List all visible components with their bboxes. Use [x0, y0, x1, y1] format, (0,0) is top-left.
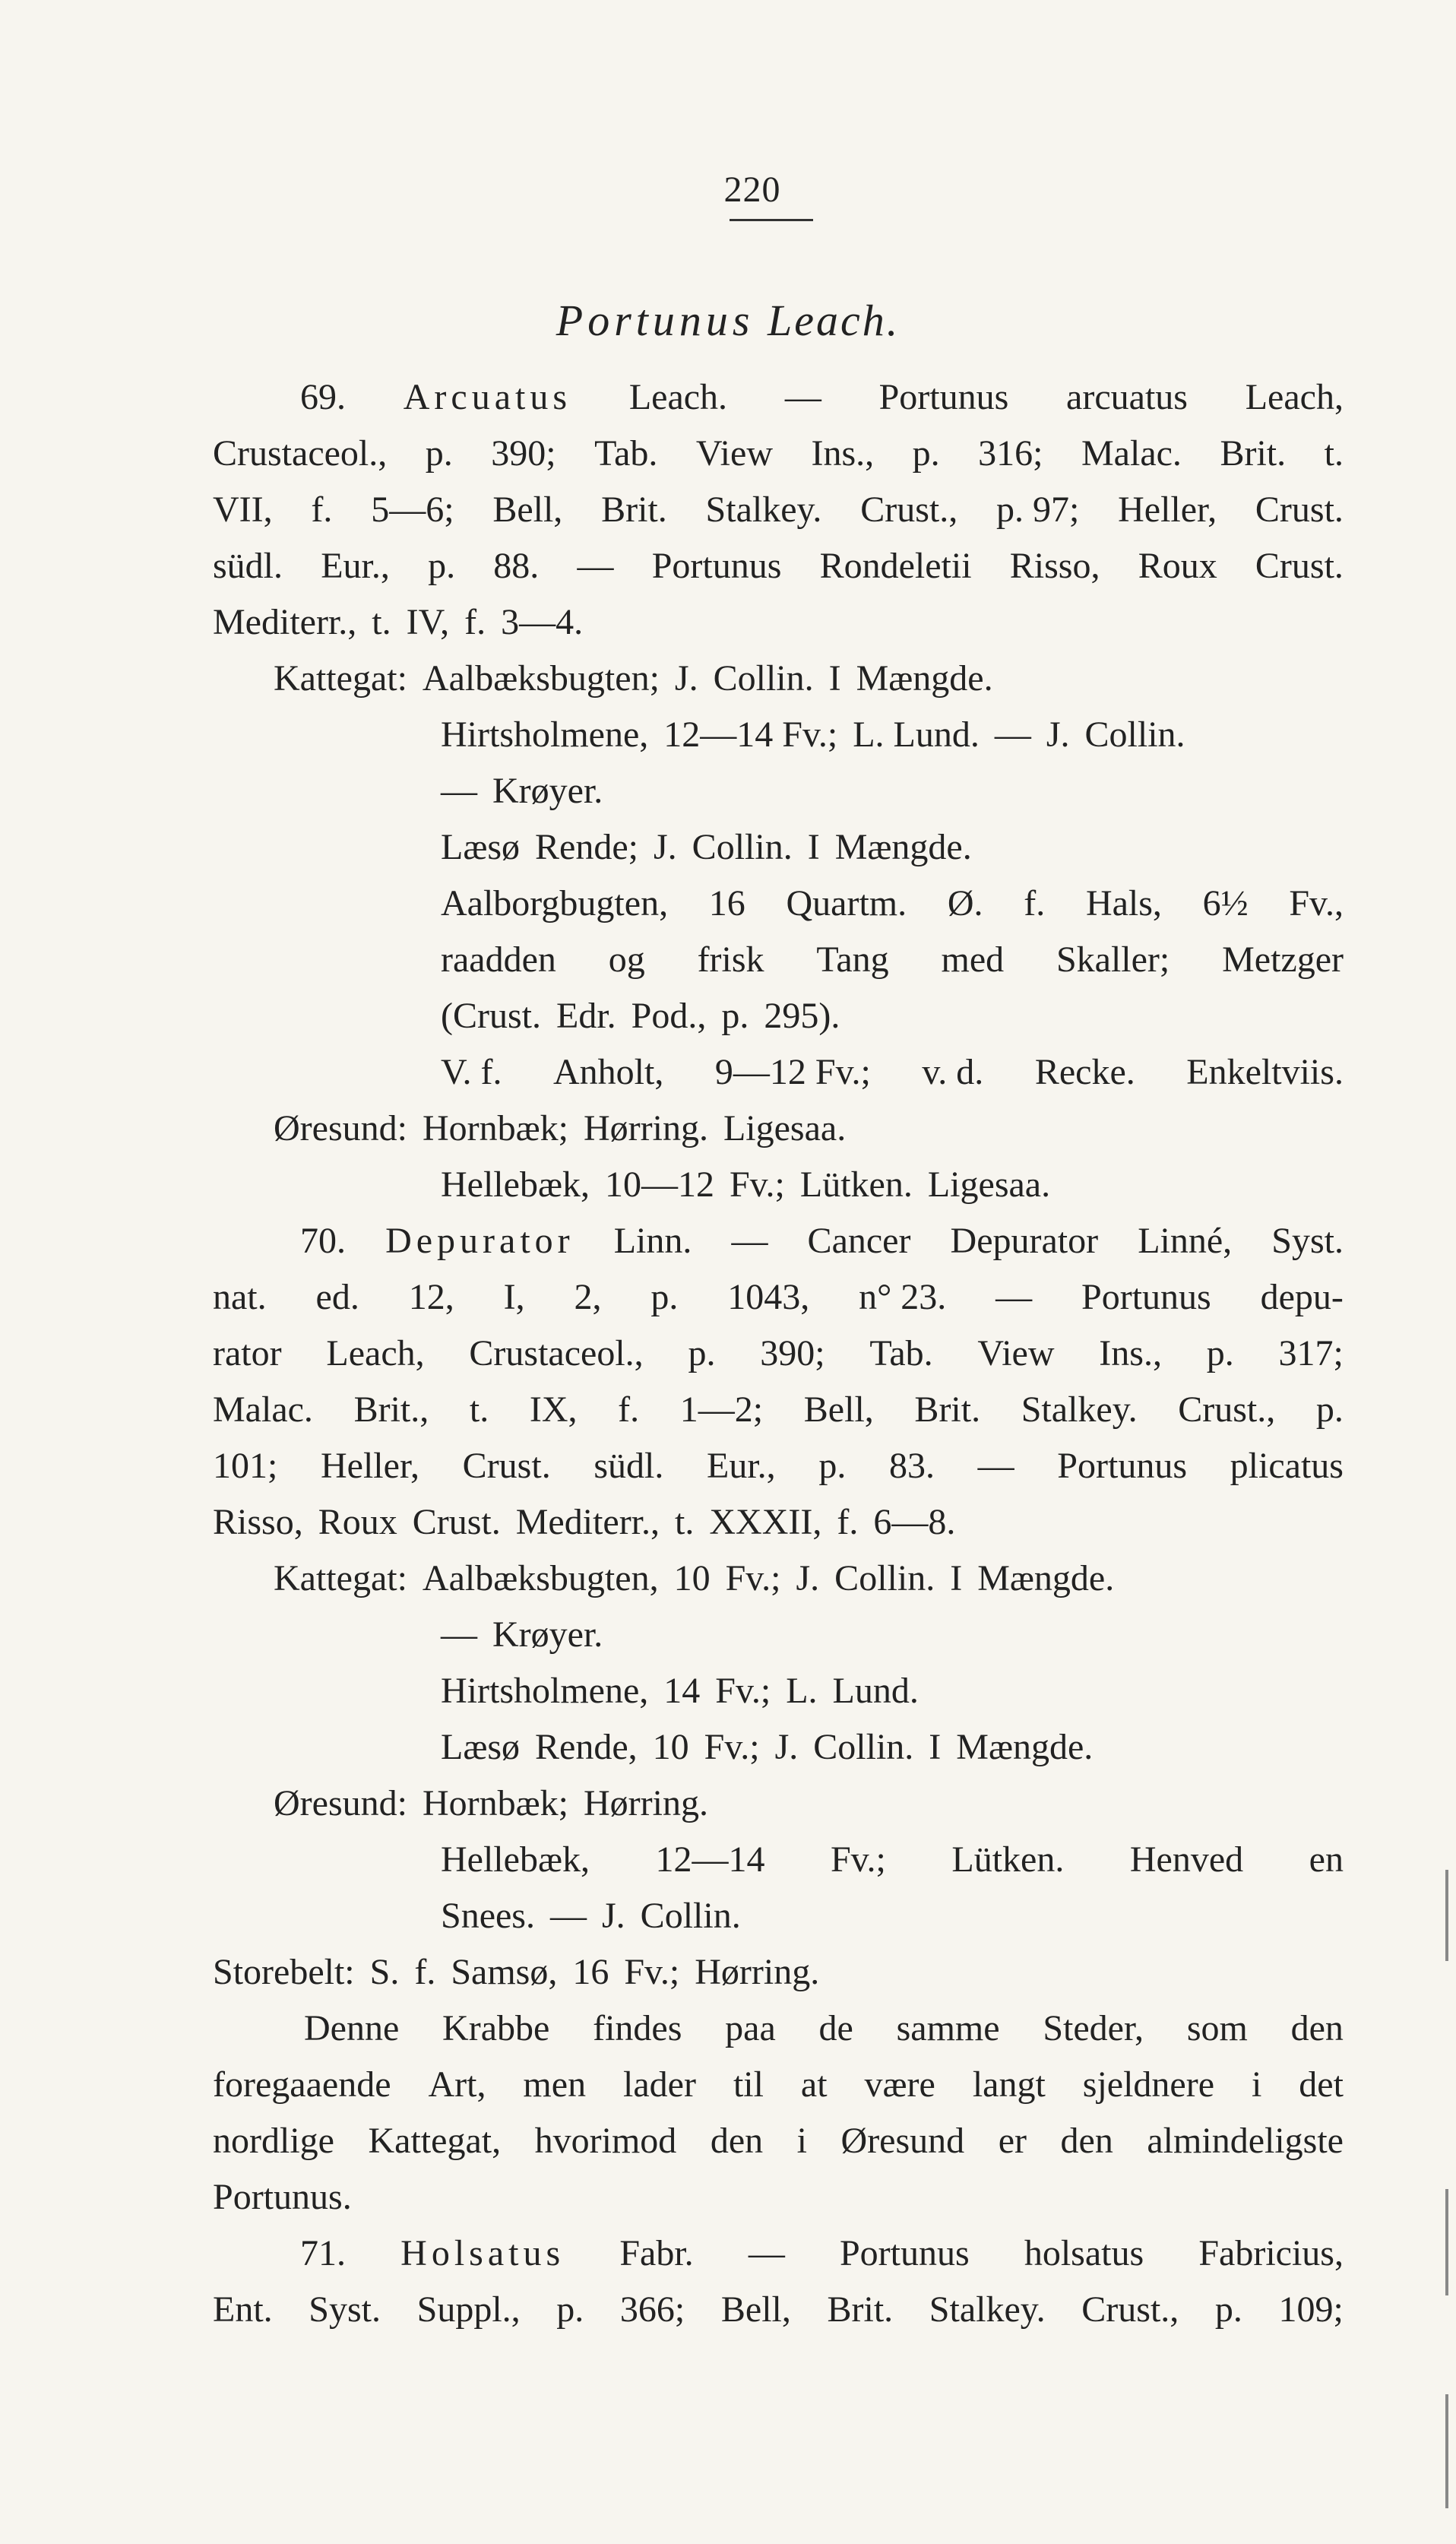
- word: til: [733, 2064, 764, 2105]
- page-edge-mark: [1445, 2189, 1448, 2295]
- word: 317;: [1278, 1333, 1344, 1373]
- word: Mængde.: [834, 827, 972, 867]
- text-line: [213, 1269, 1344, 1326]
- word: Collin.: [813, 1727, 914, 1767]
- word: arcuatus: [1066, 377, 1188, 417]
- word: Eur.,: [321, 546, 390, 586]
- word: Roux: [318, 1502, 397, 1542]
- word: IX,: [529, 1389, 578, 1430]
- word: Portunus: [1057, 1446, 1187, 1486]
- word: Ent.: [213, 2289, 273, 2330]
- word: Malac.: [213, 1389, 313, 1430]
- word: en: [1309, 1839, 1344, 1880]
- section-title-author: Leach.: [767, 296, 901, 345]
- word: Skaller;: [1056, 939, 1170, 980]
- word: J.: [774, 1727, 799, 1767]
- word: Mængde.: [977, 1558, 1115, 1598]
- word: I: [929, 1727, 942, 1767]
- word: Fv.;: [704, 1727, 760, 1767]
- text-line: [213, 1494, 1344, 1551]
- word: 295).: [764, 996, 840, 1036]
- word: Aalbæksbugten,: [422, 1558, 659, 1598]
- word: p.: [912, 433, 940, 474]
- word: Aalbæksbugten;: [422, 658, 660, 699]
- word: —: [748, 2233, 785, 2273]
- word: 10—12: [604, 1164, 714, 1205]
- text-line: [213, 1438, 1344, 1494]
- word: Leach,: [326, 1333, 425, 1373]
- word: Edr.: [556, 996, 616, 1036]
- word: Bell,: [492, 489, 563, 530]
- word: Brit.: [601, 489, 667, 530]
- word: 390;: [760, 1333, 825, 1373]
- text-line: [213, 1607, 1344, 1663]
- text-line: [213, 426, 1344, 482]
- word: p.: [1206, 1333, 1234, 1373]
- word: 14: [663, 1671, 701, 1711]
- text-line: [213, 1719, 1344, 1776]
- word: Øresund:: [274, 1108, 407, 1148]
- word: Krøyer.: [492, 1614, 603, 1655]
- word: Heller,: [1118, 489, 1217, 530]
- species-name: Arcuatus: [403, 377, 572, 417]
- word: L.: [786, 1671, 818, 1711]
- word: Hornbæk;: [422, 1783, 568, 1823]
- word: findes: [593, 2008, 682, 2048]
- word: Syst.: [1271, 1221, 1344, 1261]
- word: 83.: [888, 1446, 935, 1486]
- word: 6—8.: [873, 1502, 956, 1542]
- text-line: [213, 2169, 1344, 2226]
- word: Lund.: [832, 1671, 919, 1711]
- text-line: [213, 988, 1344, 1044]
- word: Brit.: [914, 1389, 981, 1430]
- page-number: 220: [723, 169, 781, 210]
- text-line: [213, 1382, 1344, 1438]
- word: Denne: [304, 2008, 400, 2048]
- word: Brit.: [827, 2289, 894, 2330]
- word: (Crust.: [441, 996, 541, 1036]
- word: südl.: [213, 546, 283, 586]
- text-line: [213, 2057, 1344, 2113]
- word: n° 23.: [859, 1277, 947, 1317]
- text-line: [213, 594, 1344, 651]
- word: Crust.: [412, 1502, 501, 1542]
- word: f.: [311, 489, 333, 530]
- word: 1—2;: [679, 1389, 764, 1430]
- word: holsatus: [1024, 2233, 1144, 2273]
- word: Portunus: [651, 546, 782, 586]
- word: Fv.;: [624, 1952, 680, 1992]
- word: Collin.: [692, 827, 793, 867]
- word: J.: [796, 1558, 820, 1598]
- word: Hellebæk,: [441, 1839, 590, 1880]
- word: Depurator: [950, 1221, 1099, 1261]
- word: I,: [503, 1277, 525, 1317]
- word: Leach.: [628, 377, 728, 417]
- word: I: [807, 827, 820, 867]
- text-line: [213, 538, 1344, 594]
- word: 10: [673, 1558, 711, 1598]
- word: Hørring.: [583, 1108, 708, 1148]
- word: VII,: [213, 489, 273, 530]
- word: Ins.,: [1099, 1333, 1162, 1373]
- word: f.: [414, 1952, 436, 1992]
- word: Portunus: [878, 377, 1009, 417]
- word: Rondeletii: [819, 546, 972, 586]
- word: plicatus: [1230, 1446, 1344, 1486]
- body-text: [213, 369, 1344, 2338]
- word: Læsø: [441, 1727, 521, 1767]
- text-line: [213, 763, 1344, 819]
- word: 2,: [574, 1277, 602, 1317]
- word: S.: [369, 1952, 400, 1992]
- word: J.: [674, 658, 698, 699]
- word: Malac.: [1081, 433, 1182, 474]
- word: Risso,: [1009, 546, 1100, 586]
- word: 101;: [213, 1446, 278, 1486]
- word: Portunus.: [213, 2177, 352, 2217]
- word: Hellebæk,: [441, 1164, 590, 1205]
- section-title: [0, 295, 1456, 346]
- word: Kattegat:: [274, 658, 407, 699]
- word: J.: [1046, 714, 1070, 755]
- word: Metzger: [1222, 939, 1344, 980]
- word: südl.: [593, 1446, 664, 1486]
- word: t.: [469, 1389, 489, 1430]
- word: —: [577, 546, 614, 586]
- word: Collin.: [1084, 714, 1185, 755]
- word: hvorimod: [534, 2121, 677, 2161]
- word: rator: [213, 1333, 282, 1373]
- word: Linn.: [613, 1221, 692, 1261]
- word: Mængde.: [856, 658, 993, 699]
- text-line: [213, 1551, 1344, 1607]
- word: Rende;: [535, 827, 638, 867]
- word: nordlige: [213, 2121, 334, 2161]
- word: V. f.: [441, 1052, 502, 1092]
- word: og: [608, 939, 645, 980]
- word: Tab.: [869, 1333, 933, 1373]
- text-line: [213, 1888, 1344, 1944]
- text-line: [213, 819, 1344, 876]
- text-line: [213, 1326, 1344, 1382]
- text-line: [213, 2226, 1344, 2282]
- word: depu-: [1260, 1277, 1344, 1317]
- text-line: [213, 932, 1344, 988]
- word: 1043,: [727, 1277, 810, 1317]
- word: i: [796, 2121, 807, 2161]
- text-line: [213, 1663, 1344, 1719]
- word: Hirtsholmene,: [441, 1671, 649, 1711]
- word: den: [1060, 2121, 1113, 2161]
- word: —: [441, 1614, 477, 1655]
- word: Anholt,: [553, 1052, 664, 1092]
- word: Recke.: [1034, 1052, 1135, 1092]
- word: Cancer: [807, 1221, 911, 1261]
- word: t.: [372, 602, 391, 642]
- word: Crustaceol.,: [469, 1333, 644, 1373]
- word: at: [800, 2064, 828, 2105]
- word: Stalkey.: [1021, 1389, 1138, 1430]
- word: Fabricius,: [1198, 2233, 1344, 2273]
- word: Aalborgbugten,: [441, 883, 669, 924]
- word: 88.: [493, 546, 540, 586]
- text-line: [213, 1776, 1344, 1832]
- word: langt: [972, 2064, 1046, 2105]
- word: L. Lund.: [853, 714, 980, 755]
- text-line: [213, 651, 1344, 707]
- text-line: [213, 1832, 1344, 1888]
- species-name: Depurator: [385, 1221, 574, 1261]
- word: p.: [556, 2289, 584, 2330]
- word: Bell,: [720, 2289, 791, 2330]
- word: Linné,: [1138, 1221, 1233, 1261]
- word: Krabbe: [442, 2008, 550, 2048]
- word: Collin.: [834, 1558, 935, 1598]
- word: 3—4.: [501, 602, 584, 642]
- word: —: [549, 1896, 587, 1936]
- word: Suppl.,: [416, 2289, 521, 2330]
- word: som: [1186, 2008, 1248, 2048]
- word: Ø.: [947, 883, 983, 924]
- word: 6½: [1202, 883, 1249, 924]
- word: 366;: [619, 2289, 685, 2330]
- word: Portunus: [839, 2233, 970, 2273]
- word: Henved: [1129, 1839, 1244, 1880]
- word: sjeldnere: [1082, 2064, 1215, 2105]
- word: samme: [896, 2008, 1000, 2048]
- word: Mediterr.,: [515, 1502, 660, 1542]
- word: Hals,: [1085, 883, 1162, 924]
- word: f.: [464, 602, 486, 642]
- word: nat.: [213, 1277, 267, 1317]
- word: Syst.: [309, 2289, 381, 2330]
- word: Hørring.: [695, 1952, 820, 1992]
- word: Ligesaa.: [723, 1108, 847, 1148]
- word: Quartm.: [786, 883, 907, 924]
- word: Hørring.: [583, 1783, 708, 1823]
- word: p. 97;: [995, 489, 1080, 530]
- word: Kattegat,: [368, 2121, 502, 2161]
- word: 12—14 Fv.;: [663, 714, 838, 755]
- word: Crust.: [1255, 489, 1344, 530]
- word: Lütken.: [951, 1839, 1065, 1880]
- word: Eur.,: [707, 1446, 776, 1486]
- word: Fv.;: [830, 1839, 886, 1880]
- word: 10: [652, 1727, 689, 1767]
- word: 16: [572, 1952, 609, 1992]
- word: p.: [428, 546, 456, 586]
- word: Ligesaa.: [927, 1164, 1051, 1205]
- word: 109;: [1278, 2289, 1344, 2330]
- text-line: [213, 2113, 1344, 2169]
- word: p.: [721, 996, 749, 1036]
- word: den: [710, 2121, 764, 2161]
- text-line: [213, 482, 1344, 538]
- word: Roux: [1138, 546, 1217, 586]
- word: ed.: [315, 1277, 359, 1317]
- word: p.: [818, 1446, 847, 1486]
- word: det: [1299, 2064, 1344, 2105]
- word: XXXII,: [709, 1502, 822, 1542]
- text-line: [213, 2001, 1344, 2057]
- word: den: [1290, 2008, 1344, 2048]
- word: —: [994, 714, 1031, 755]
- word: v. d.: [922, 1052, 984, 1092]
- word: View: [695, 433, 773, 474]
- word: 12—14: [655, 1839, 765, 1880]
- word: foregaaende: [213, 2064, 391, 2105]
- text-line: [213, 1213, 1344, 1269]
- word: I: [828, 658, 841, 699]
- word: t.: [675, 1502, 695, 1542]
- word: Hornbæk;: [422, 1108, 568, 1148]
- word: Fv.;: [725, 1558, 781, 1598]
- text-line: [213, 369, 1344, 426]
- word: Heller,: [321, 1446, 420, 1486]
- word: —: [731, 1221, 768, 1261]
- word: Pod.,: [631, 996, 707, 1036]
- word: almindeligste: [1147, 2121, 1344, 2161]
- page-number-rule: [730, 219, 813, 221]
- word: Fv.;: [715, 1671, 771, 1711]
- word: 71.: [300, 2233, 346, 2273]
- species-name: Holsatus: [400, 2233, 565, 2273]
- word: Læsø: [441, 827, 521, 867]
- word: Crust.,: [1081, 2289, 1179, 2330]
- word: Risso,: [213, 1502, 303, 1542]
- word: p.: [650, 1277, 679, 1317]
- word: de: [818, 2008, 853, 2048]
- section-title-genus: Portunus: [555, 296, 755, 345]
- word: t.: [1324, 433, 1344, 474]
- text-line: [213, 1101, 1344, 1157]
- text-line: [213, 707, 1344, 763]
- word: Tang: [816, 939, 889, 980]
- word: 70.: [300, 1221, 346, 1261]
- word: Crust.: [1255, 546, 1344, 586]
- word: p.: [688, 1333, 716, 1373]
- word: —: [441, 771, 477, 811]
- page-edge-mark: [1445, 1870, 1448, 1961]
- word: 69.: [300, 377, 346, 417]
- word: —: [995, 1277, 1033, 1317]
- word: Enkeltviis.: [1186, 1052, 1344, 1092]
- word: 9—12 Fv.;: [714, 1052, 871, 1092]
- word: Brit.,: [353, 1389, 429, 1430]
- text-line: [213, 2282, 1344, 2338]
- word: Ins.,: [811, 433, 875, 474]
- word: Kattegat:: [274, 1558, 407, 1598]
- word: være: [864, 2064, 935, 2105]
- word: Snees.: [441, 1896, 535, 1936]
- word: 5—6;: [371, 489, 454, 530]
- word: Hirtsholmene,: [441, 714, 649, 755]
- word: IV,: [406, 602, 450, 642]
- word: J.: [601, 1896, 625, 1936]
- word: Steder,: [1043, 2008, 1144, 2048]
- word: Krøyer.: [492, 771, 603, 811]
- word: Bell,: [803, 1389, 874, 1430]
- word: p.: [425, 433, 453, 474]
- word: med: [941, 939, 1005, 980]
- word: Stalkey.: [929, 2289, 1046, 2330]
- word: Crust.,: [860, 489, 958, 530]
- word: Samsø,: [451, 1952, 558, 1992]
- word: Crust.,: [1178, 1389, 1276, 1430]
- word: Mængde.: [956, 1727, 1094, 1767]
- word: Øresund:: [274, 1783, 407, 1823]
- text-line: [213, 1044, 1344, 1101]
- text-line: [213, 1157, 1344, 1213]
- word: f.: [837, 1502, 859, 1542]
- word: raadden: [441, 939, 556, 980]
- word: men: [523, 2064, 587, 2105]
- word: er: [998, 2121, 1027, 2161]
- word: Collin.: [640, 1896, 741, 1936]
- page-edge-mark: [1445, 2394, 1448, 2508]
- word: J.: [653, 827, 677, 867]
- word: Rende,: [535, 1727, 638, 1767]
- word: —: [977, 1446, 1014, 1486]
- text-line: [213, 1944, 1344, 2001]
- word: Mediterr.,: [213, 602, 357, 642]
- word: Tab.: [594, 433, 658, 474]
- word: paa: [725, 2008, 776, 2048]
- word: Brit.: [1220, 433, 1287, 474]
- word: i: [1251, 2064, 1262, 2105]
- word: 390;: [491, 433, 556, 474]
- word: Portunus: [1081, 1277, 1211, 1317]
- word: Fv.,: [1289, 883, 1344, 924]
- word: View: [977, 1333, 1055, 1373]
- word: frisk: [697, 939, 764, 980]
- word: Storebelt:: [213, 1952, 355, 1992]
- word: 16: [708, 883, 745, 924]
- word: Crustaceol.,: [213, 433, 388, 474]
- word: Fabr.: [619, 2233, 694, 2273]
- text-line: [213, 876, 1344, 932]
- word: Øresund: [840, 2121, 965, 2161]
- word: I: [950, 1558, 963, 1598]
- word: Leach,: [1245, 377, 1344, 417]
- word: Art,: [428, 2064, 486, 2105]
- word: Stalkey.: [705, 489, 822, 530]
- word: 12,: [408, 1277, 454, 1317]
- word: Crust.: [462, 1446, 551, 1486]
- word: p.: [1315, 1389, 1344, 1430]
- word: Fv.;: [729, 1164, 785, 1205]
- word: f.: [1024, 883, 1046, 924]
- word: —: [784, 377, 821, 417]
- word: Lütken.: [799, 1164, 913, 1205]
- word: p.: [1214, 2289, 1242, 2330]
- word: 316;: [978, 433, 1043, 474]
- word: f.: [618, 1389, 640, 1430]
- word: lader: [623, 2064, 696, 2105]
- word: Collin.: [713, 658, 814, 699]
